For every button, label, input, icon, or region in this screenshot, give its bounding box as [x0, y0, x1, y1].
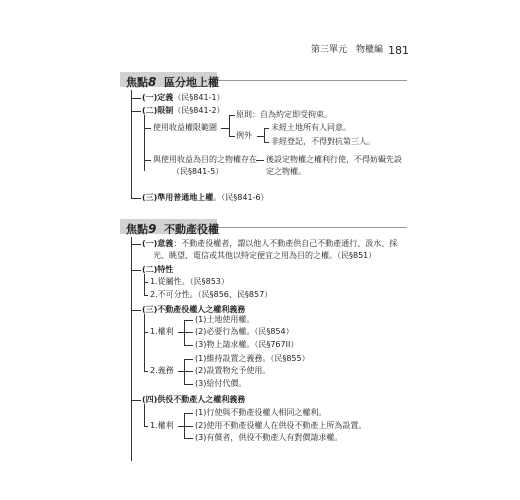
s9-right-3: (3)物上請求權。（民§767II）	[195, 340, 299, 349]
s8-use-trunk	[229, 115, 230, 137]
s8-exc-connector	[257, 136, 264, 137]
running-title: 第三單元 物權編	[311, 45, 384, 55]
s9-s3-branch	[184, 438, 193, 439]
section-9-rule	[217, 227, 407, 228]
s8-apply: (三)準用普通地上權。（民§841-6）	[142, 193, 269, 202]
s9-right-2: (2)必要行為權。（民§854）	[195, 327, 294, 336]
s9-trait1-branch	[144, 282, 148, 283]
s8-restriction-trunk	[144, 115, 145, 171]
s9-branch-2	[131, 270, 141, 271]
page-number: 181	[388, 44, 409, 57]
s8-restriction: (二)限制（民§841-2）	[142, 106, 225, 115]
s9-s-right-1: (1)行使與不動產役權人相同之權利。	[195, 408, 327, 417]
s9-traits-trunk	[144, 274, 145, 295]
s9-meaning-2: 光、眺望、電信或其他以特定便宜之用為目的之權。（民§851）	[153, 251, 377, 260]
s8-branch-1	[131, 98, 141, 99]
s9-servient-trunk	[144, 404, 145, 426]
s8-exc-trunk	[264, 128, 265, 142]
section-8-title: 焦點8 區分地上權	[126, 75, 220, 89]
s9-branch-1	[131, 244, 141, 245]
s8-exc2-branch	[264, 142, 269, 143]
s8-exc1-branch	[264, 128, 269, 129]
section-8-rule	[217, 80, 407, 81]
s8-r-branch-1	[144, 128, 151, 129]
s9-d2-branch	[184, 371, 193, 372]
s9-rights-branch	[144, 332, 148, 333]
s9-rights: 1.權利	[150, 327, 174, 336]
s9-duties: 2.義務	[150, 366, 174, 375]
s8-branch-3	[131, 198, 141, 199]
s8-principle: 原則：自為約定即受拘束。	[236, 110, 332, 119]
s8-purpose-result-2: 定之物權。	[266, 167, 306, 176]
s8-use-connector	[221, 128, 229, 129]
s9-meaning-1: (一)意義：不動產役權者，謂以他人不動產供自己不動產通行、汲水、採	[142, 239, 398, 248]
s8-purpose-connector	[256, 160, 264, 161]
s8-exception-1: 未經土地所有人同意。	[271, 123, 351, 132]
s9-d1-branch	[184, 359, 193, 360]
section-9-title: 焦點9 不動產役權	[126, 222, 220, 236]
s9-duty-1: (1)維持設置之義務。（民§855）	[195, 354, 310, 363]
s9-r1-branch	[184, 320, 193, 321]
s8-exception-branch	[229, 136, 235, 137]
s9-servient-rights: (四)供役不動產人之權利義務	[142, 395, 246, 404]
s9-traits: (二)特性	[142, 265, 174, 274]
s9-duty-2: (2)設置物允予使用。	[195, 366, 271, 375]
s9-trait-1: 1.從屬性。（民§853）	[150, 277, 229, 286]
s9-s-rights-branch	[144, 426, 148, 427]
s9-s-right-2: (2)使用不動產役權人在供役不動產上所為設置。	[195, 421, 367, 430]
s9-branch-3	[131, 310, 141, 311]
s8-exception: 例外	[236, 131, 252, 140]
s8-main-trunk	[131, 90, 132, 198]
s8-principle-branch	[229, 115, 235, 116]
s8-exception-2: 非經登記，不得對抗第三人。	[271, 137, 375, 146]
s8-purpose-result-1: 後設定物權之權利行使，不得妨礙先設	[266, 155, 402, 164]
s9-right-1: (1)土地使用權。	[195, 315, 255, 324]
s9-s-rights: 1.權利	[150, 421, 174, 430]
s9-duties-branch	[144, 371, 148, 372]
s9-owner-rights: (三)不動產役權人之權利義務	[142, 305, 246, 314]
s9-r3-branch	[184, 345, 193, 346]
s9-branch-4	[131, 400, 141, 401]
s8-r-branch-2	[144, 160, 151, 161]
s8-use-range: 使用收益權限範圍	[153, 123, 217, 132]
s8-branch-2	[131, 111, 141, 112]
s9-owner-trunk	[144, 314, 145, 371]
s9-d3-branch	[184, 384, 193, 385]
s9-s1-branch	[184, 413, 193, 414]
s8-purpose-right: 與使用收益為目的之物權存在	[153, 155, 257, 164]
s8-purpose-cite: （民§841-5）	[172, 167, 224, 176]
s9-s-right-3: (3)有償者，供役不動產人有對價請求權。	[195, 433, 343, 442]
s9-trait2-branch	[144, 295, 148, 296]
s8-definition: (一)定義（民§841-1）	[142, 93, 225, 102]
s9-s2-branch	[184, 426, 193, 427]
s9-trait-2: 2.不可分性。（民§856、民§857）	[150, 290, 273, 299]
s9-r2-branch	[184, 332, 193, 333]
s9-duty-3: (3)給付代價。	[195, 379, 247, 388]
